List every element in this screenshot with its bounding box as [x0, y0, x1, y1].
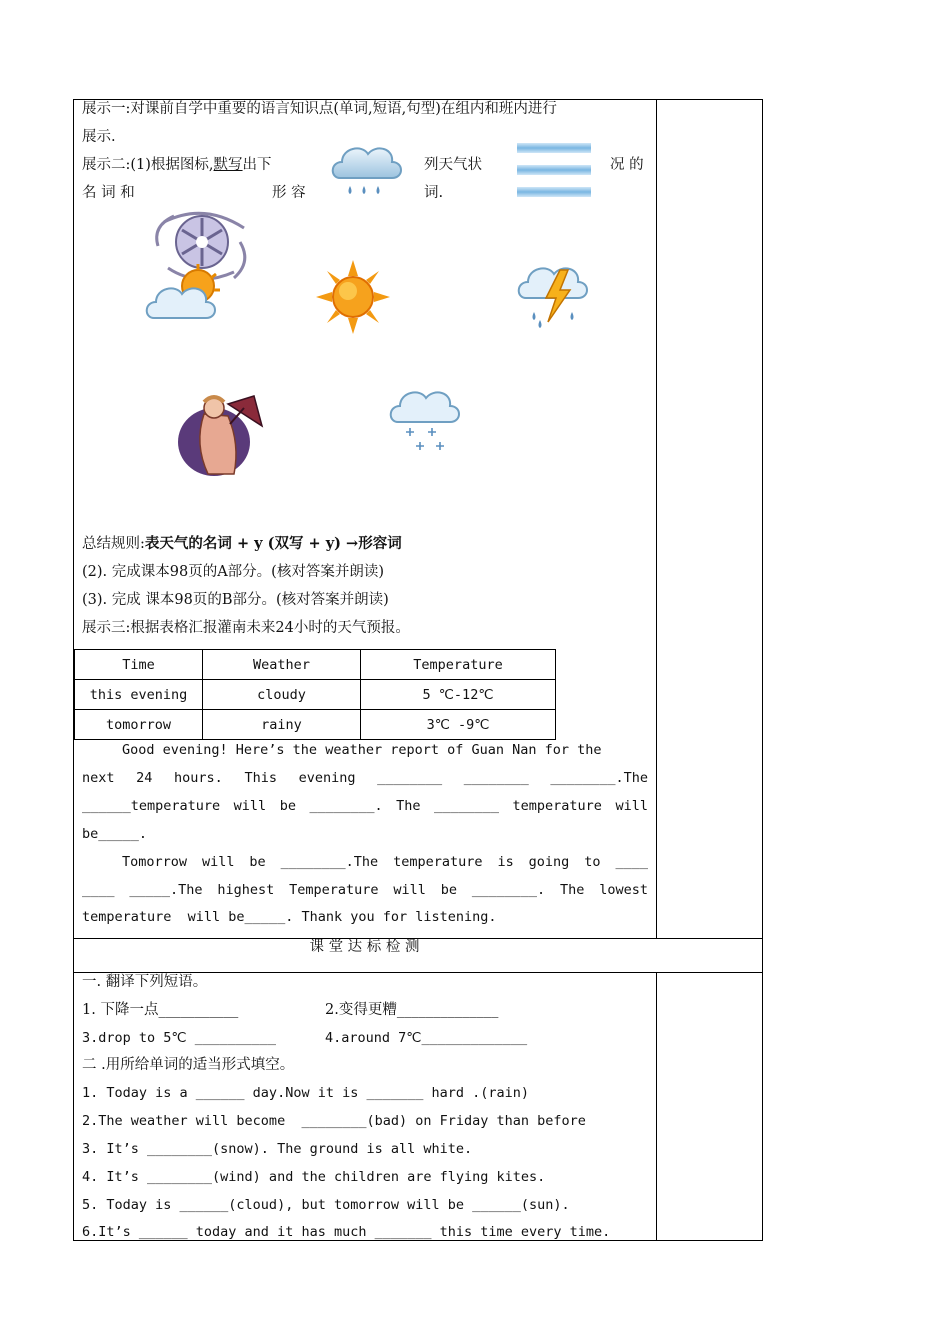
exercise2-item: 1. Today is a ______ day.Now it is _______ hard .(rain)	[82, 1085, 530, 1101]
exercise1-item-1: 1. 下降一点___________	[82, 1002, 239, 1018]
report-line4: be_____.	[82, 826, 148, 842]
show2-line2b: 形 容	[272, 185, 306, 201]
show3-title: 展示三:根据表格汇报灌南未来24小时的天气预报。	[82, 620, 410, 636]
table-row	[75, 680, 556, 710]
exercise2-title: 二 .用所给单词的适当形式填空。	[82, 1057, 295, 1073]
exercise2-item: 2.The weather will become ________(bad) on Friday than before	[82, 1113, 586, 1129]
report-line3: ______temperature will be ________. The ________ temperature will	[82, 798, 648, 814]
column-divider-top	[656, 99, 657, 938]
table-cell: this evening	[75, 680, 203, 710]
summary-rule	[82, 534, 402, 554]
fog-lines-icon	[516, 141, 592, 201]
show2-underlined: 默写	[213, 157, 243, 173]
table-header: Weather	[203, 650, 361, 680]
show1-line2: 展示.	[82, 129, 116, 145]
table-cell: tomorrow	[75, 710, 203, 740]
report-line5: Tomorrow will be ________.The temperature is going to ____	[122, 854, 648, 870]
exercise1-item-3: 3.drop to 5℃ __________	[82, 1030, 276, 1046]
rule-label: 总结规则:	[82, 536, 145, 552]
thunderstorm-icon	[516, 262, 594, 332]
table-cell: rainy	[203, 710, 361, 740]
show2-end: 况 的	[610, 157, 644, 173]
show2-line2c: 词.	[424, 185, 444, 201]
exercise2-item: 5. Today is ______(cloud), but tomorrow will be ______(sun).	[82, 1197, 570, 1213]
task-2: (2). 完成课本98页的A部分。(核对答案并朗读)	[82, 564, 384, 580]
exercise1-item-2: 2.变得更糟______________	[325, 1002, 499, 1018]
table-header-row	[75, 650, 556, 680]
windy-man-umbrella-icon	[178, 384, 266, 478]
table-row	[75, 710, 556, 740]
exercise1-item-4: 4.around 7℃_____________	[325, 1030, 528, 1046]
show2-line1	[82, 155, 272, 175]
exercise2-item: 4. It’s ________(wind) and the children are flying kites.	[82, 1169, 546, 1185]
exercise2-item: 3. It’s ________(snow). The ground is all white.	[82, 1141, 473, 1157]
report-line7: temperature will be_____. Thank you for listening.	[82, 909, 497, 925]
table-header: Time	[75, 650, 203, 680]
sun-icon	[316, 260, 390, 334]
report-line6: ____ _____.The highest Temperature will be ________. The lowest	[82, 882, 648, 898]
show2-line2a: 名 词 和	[82, 185, 135, 201]
task-3: (3). 完成 课本98页的B部分。(核对答案并朗读)	[82, 592, 389, 608]
table-cell: 5 ℃-12℃	[361, 680, 556, 710]
report-line2: next 24 hours. This evening ________ ________ ________.The	[82, 770, 648, 786]
snow-cloud-icon	[388, 386, 464, 454]
column-divider-bottom	[656, 972, 657, 1241]
rain-cloud-icon	[328, 140, 406, 204]
show2-mid: 列天气状	[424, 157, 482, 173]
table-cell: cloudy	[203, 680, 361, 710]
table-cell: 3℃ -9℃	[361, 710, 556, 740]
rule-text: 表天气的名词 + y (双写 + y) →形容词	[144, 535, 402, 552]
show2-suffix: 出下	[242, 157, 272, 173]
show2-prefix: 展示二:(1)根据图标,	[82, 157, 214, 173]
section-title: 课 堂 达 标 检 测	[309, 939, 420, 955]
exercise1-title: 一. 翻译下列短语。	[82, 974, 208, 990]
report-line1: Good evening! Here’s the weather report of Guan Nan for the	[122, 742, 602, 758]
table-header: Temperature	[361, 650, 556, 680]
exercise2-item: 6.It’s ______ today and it has much _______ this time every time.	[82, 1224, 611, 1240]
sun-cloud-icon	[144, 262, 224, 326]
show1-line1: 展示一:对课前自学中重要的语言知识点(单词,短语,句型)在组内和班内进行	[82, 101, 557, 117]
weather-table	[74, 649, 556, 740]
